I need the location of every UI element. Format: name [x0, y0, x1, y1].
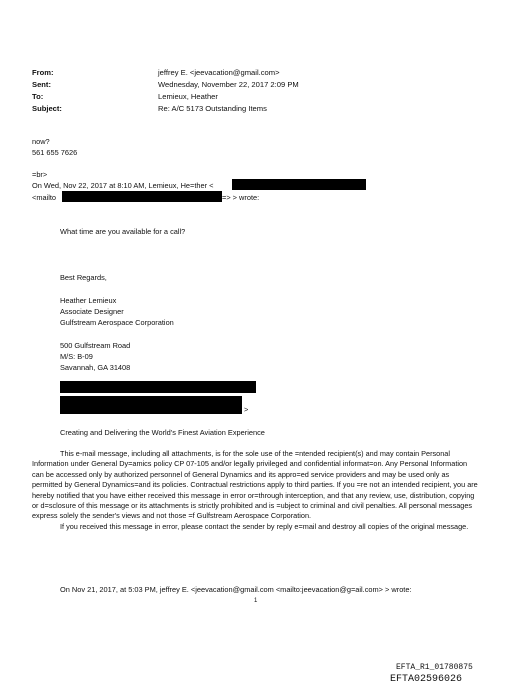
redaction-block-2: [60, 396, 242, 414]
signature-name: Heather Lemieux: [60, 296, 117, 305]
redaction-email-2: [62, 191, 222, 202]
redaction-tail: >: [244, 405, 249, 414]
redaction-email-1: [232, 179, 366, 190]
to-label: To:: [32, 92, 44, 101]
redaction-block-1: [60, 381, 256, 393]
footer-id-large: EFTA02596026: [390, 674, 463, 685]
sent-value: Wednesday, November 22, 2017 2:09 PM: [158, 80, 299, 89]
quote-header-wrote: => > wrote:: [222, 193, 260, 202]
sent-label: Sent:: [32, 80, 51, 89]
disclaimer-text-2: If you received this message in error, please contact the sender by reply e=mail and destroy all copies of the original message.: [60, 521, 469, 531]
disclaimer-text-1: This e-mail message, including all attachments, is for the sole use of the =ntended recipient(s) and may contain Personal Information under General Dy=amics policy CP 07-105 and/or legally privileged and confidential informat=on. Any Personal Information can be accessed only by authorized personnel of General Dynamics and its appro=ed service providers and may be used only as permitted by General Dynamics=and its policies. Contractual restrictions apply to third parties. If you =re not an intended recipient, you are hereby notified that you have either received this message in error or=through interception, and that any review, use, distribution, copying or d=sclosure of this message or its attachments is strictly prohibited and is =ubject to criminal and civil penalties. All personal messages express solely the sender's views and not those =f Gulfstream Aerospace Corporation.: [32, 449, 478, 521]
tagline: Creating and Delivering the World's Finest Aviation Experience: [60, 428, 265, 437]
quote-header-line-a: On Wed, Nov 22, 2017 at 8:10 AM, Lemieux, He=ther <: [32, 181, 214, 190]
to-value: Lemieux, Heather: [158, 92, 218, 101]
address-city: Savannah, GA 31408: [60, 363, 131, 372]
subject-label: Subject:: [32, 104, 62, 113]
footer-id-small: EFTA_R1_01780875: [396, 663, 473, 672]
from-label: From:: [32, 68, 54, 77]
page-number: 1: [254, 598, 258, 604]
address-street: 500 Gulfstream Road: [60, 341, 131, 350]
quote-header-mailto: <mailto: [32, 193, 57, 202]
from-value: jeffrey E. <jeevacation@gmail.com>: [158, 68, 280, 77]
regards-line: Best Regards,: [60, 273, 107, 282]
body-line-now: now?: [32, 137, 50, 146]
body-line-phone: 561 655 7626: [32, 148, 78, 157]
subject-value: Re: A/C 5173 Outstanding Items: [158, 104, 267, 113]
disclaimer-paragraph: [32, 449, 480, 532]
previous-quote-header: On Nov 21, 2017, at 5:03 PM, jeffrey E. <jeevacation@gmail.com <mailto:jeevacation@g=ail.com> > wrote:: [60, 585, 412, 594]
signature-title: Associate Designer: [60, 307, 124, 316]
body-line-br: =br>: [32, 170, 48, 179]
question-line: What time are you available for a call?: [60, 227, 186, 236]
address-mailstop: M/S: B-09: [60, 352, 93, 361]
signature-company: Gulfstream Aerospace Corporation: [60, 318, 174, 327]
